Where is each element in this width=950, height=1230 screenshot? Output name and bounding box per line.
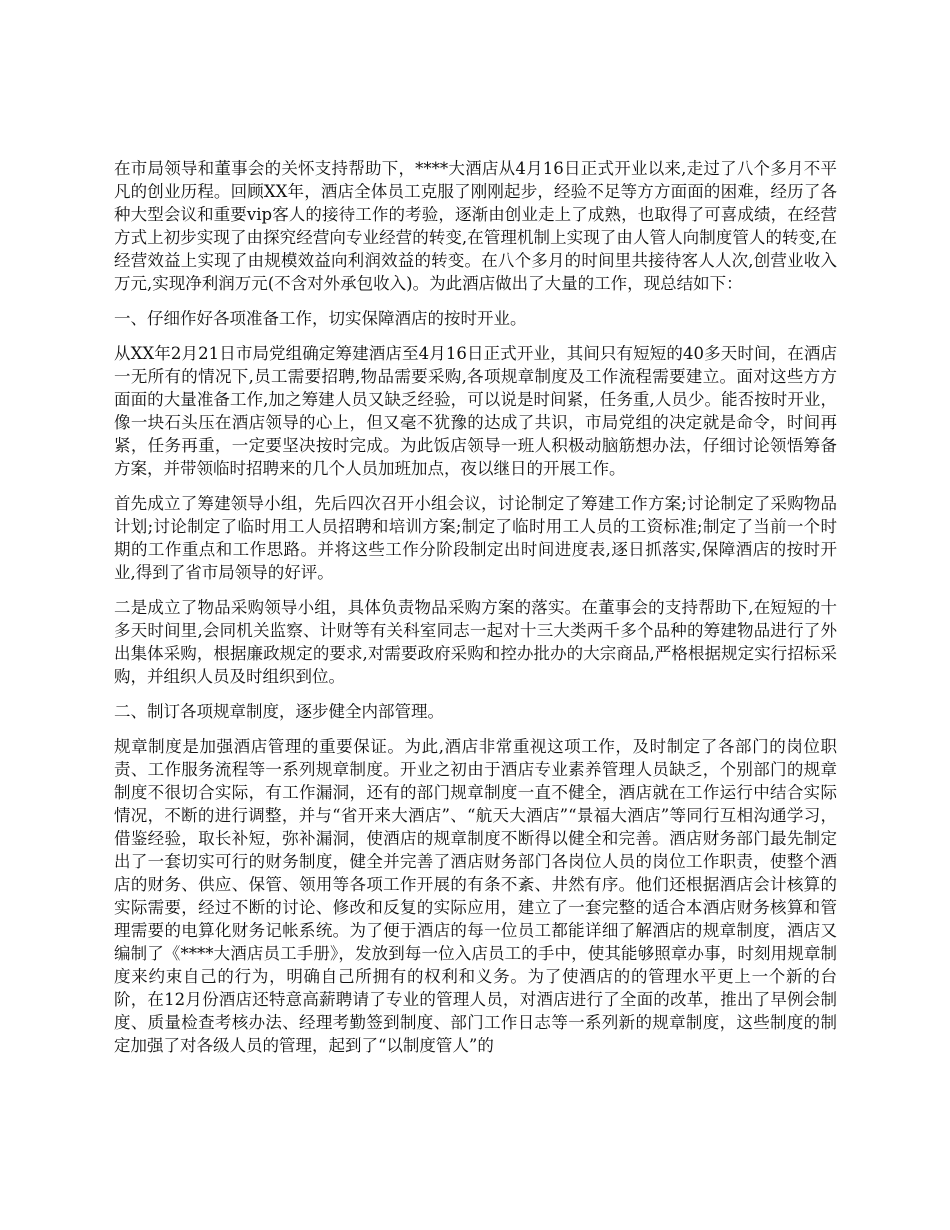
document-body (114, 157, 837, 1069)
regulations-paragraph: 规章制度是加强酒店管理的重要保证。为此,酒店非常重视这项工作，及时制定了各部门的岗位职责、工作服务流程等一系列规章制度。开业之初由于酒店专业素养管理人员缺乏，个别部门的规章制度不很切合实际，有工作漏洞，还有的部门规章制度一直不健全，酒店就在工作运行中结合实际情况，不断的进行调整，并与“省开来大酒店”、“航天大酒店”“景福大酒店”等同行互相沟通学习，借鉴经验，取长补短，弥补漏洞，使酒店的规章制度不断得以健全和完善。酒店财务部门最先制定出了一套切实可行的财务制度，健全并完善了酒店财务部门各岗位人员的岗位工作职责，使整个酒店的财务、供应、保管、领用等各项工作开展的有条不紊、井然有序。他们还根据酒店会计核算的实际需要，经过不断的讨论、修改和反复的实际应用，建立了一套完整的适合本酒店财务核算和管理需要的电算化财务记帐系统。为了便于酒店的每一位员工都能详细了解酒店的规章制度，酒店又编制了《****大酒店员工手册》，发放到每一位入店员工的手中，使其能够照章办事，时刻用规章制度来约束自己的行为，明确自己所拥有的权利和义务。为了使酒店的的管理水平更上一个新的台阶，在12月份酒店还特意高薪聘请了专业的管理人员，对酒店进行了全面的改革，推出了早例会制度、质量检查考核办法、经理考勤签到制度、部门工作日志等一系列新的规章制度，这些制度的制定加强了对各级人员的管理，起到了“以制度管人”的 (114, 737, 837, 1055)
procurement-paragraph: 二是成立了物品采购领导小组，具体负责物品采购方案的落实。在董事会的支持帮助下,在短短的十多天时间里,会同机关监察、计财等有关科室同志一起对十三大类两千多个品种的筹建物品进行了外出集体采购，根据廉政规定的要求,对需要政府采购和控办批办的大宗商品,严格根据规定实行招标采购，并组织人员及时组织到位。 (114, 598, 837, 686)
intro-paragraph: 在市局领导和董事会的关怀支持帮助下，****大酒店从4月16日正式开业以来,走过了八个多月不平凡的创业历程。回顾XX年，酒店全体员工克服了刚刚起步，经验不足等方方面面的困难，经历了各种大型会议和重要vip客人的接待工作的考验，逐渐由创业走上了成熟，也取得了可喜成绩，在经营方式上初步实现了由探究经营向专业经营的转变,在管理机制上实现了由人管人向制度管人的转变,在经营效益上实现了由规模效益向利润效益的转变。在八个多月的时间里共接待客人人次,创营业收入万元,实现净利润万元(不含对外承包收入)。为此酒店做出了大量的工作，现总结如下： (114, 159, 837, 293)
leadership-group-paragraph: 首先成立了筹建领导小组，先后四次召开小组会议，讨论制定了筹建工作方案;讨论制定了采购物品计划;讨论制定了临时用工人员招聘和培训方案;制定了临时用工人员的工资标准;制定了当前一个时期的工作重点和工作思路。并将这些工作分阶段制定出时间进度表,逐日抓落实,保障酒店的按时开业,得到了省市局领导的好评。 (114, 494, 837, 582)
preparation-paragraph: 从XX年2月21日市局党组确定筹建酒店至4月16日正式开业，其间只有短短的40多天时间，在酒店一无所有的情况下,员工需要招聘,物品需要采购,各项规章制度及工作流程需要建立。面对这些方方面面的大量准备工作,加之筹建人员又缺乏经验，可以说是时间紧，任务重,人员少。能否按时开业，像一块石头压在酒店领导的心上，但又毫不犹豫的达成了共识，市局党组的决定就是命令，时间再紧，任务再重，一定要坚决按时完成。为此饭店领导一班人积极动脑筋想办法，仔细讨论领悟筹备方案，并带领临时招聘来的几个人员加班加点，夜以继日的开展工作。 (114, 344, 837, 478)
section-heading-regulations: 二、制订各项规章制度，逐步健全内部管理。 (114, 702, 444, 721)
section-heading-preparation: 一、仔细作好各项准备工作，切实保障酒店的按时开业。 (114, 309, 527, 328)
